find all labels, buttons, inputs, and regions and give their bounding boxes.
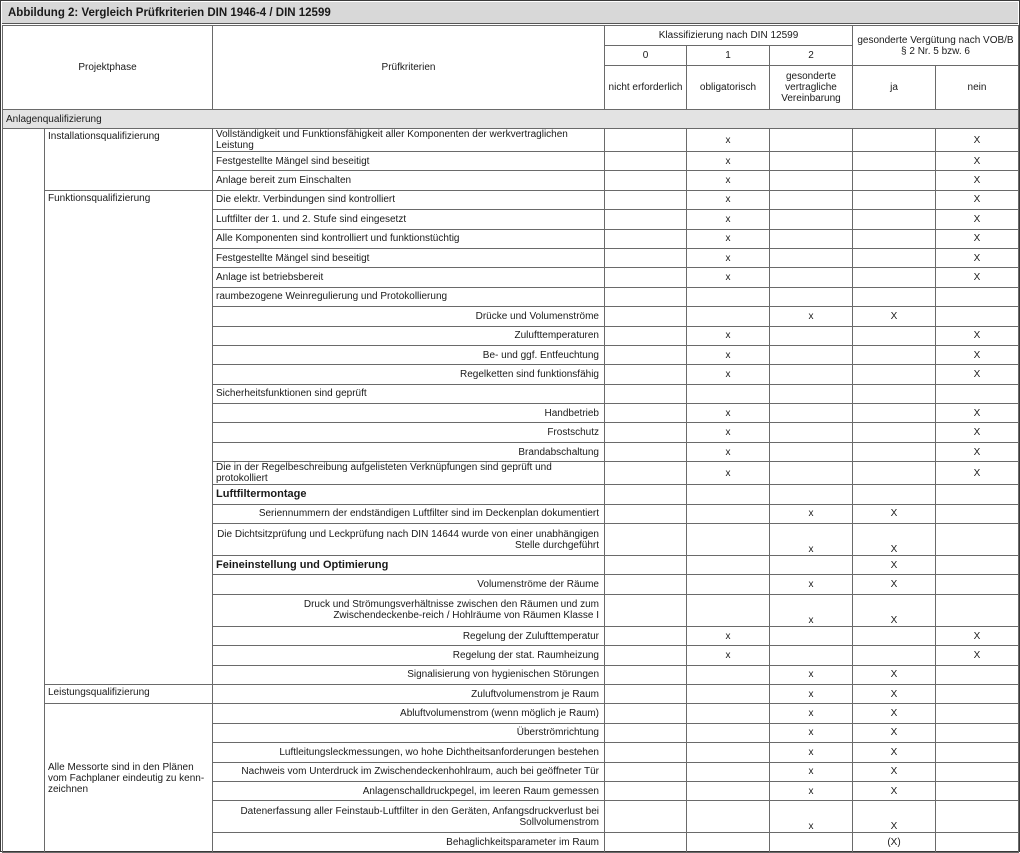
cell-nein (936, 781, 1019, 800)
cell-nein: X (936, 152, 1019, 171)
cell-ja: X (853, 307, 936, 326)
cell-nein: X (936, 404, 1019, 423)
criterion-text: Seriennummern der endständigen Luftfilter sind im Deckenplan dokumentiert (213, 504, 605, 523)
cell-nein: X (936, 442, 1019, 461)
cell-k2: x (770, 704, 853, 723)
cell-k2: x (770, 684, 853, 703)
figure-title: Abbildung 2: Vergleich Prüfkriterien DIN 1946-4 / DIN 12599 (2, 2, 1018, 24)
cell-k0 (605, 684, 687, 703)
cell-ja: X (853, 801, 936, 833)
criterion-text: Luftfiltermontage (213, 485, 605, 504)
cell-k2: x (770, 307, 853, 326)
criterion-text: Die Dichtsitzprüfung und Leckprüfung nach DIN 14644 wurde von einer unabhängigen Stelle durchgeführt (213, 524, 605, 556)
cell-k1: x (687, 210, 770, 229)
cell-ja: X (853, 504, 936, 523)
cell-k2: x (770, 723, 853, 742)
cell-ja (853, 190, 936, 209)
cell-nein: X (936, 268, 1019, 287)
cell-k1 (687, 384, 770, 403)
cell-k1: x (687, 229, 770, 248)
criterion-text: Brandabschaltung (213, 442, 605, 461)
cell-nein: X (936, 423, 1019, 442)
cell-nein (936, 307, 1019, 326)
cell-ja (853, 268, 936, 287)
cell-k2: x (770, 594, 853, 626)
cell-ja (853, 171, 936, 190)
cell-k0 (605, 365, 687, 384)
cell-nein: X (936, 626, 1019, 645)
criterion-text: Frostschutz (213, 423, 605, 442)
cell-k1: x (687, 442, 770, 461)
table-row (3, 704, 1019, 723)
criterion-text: Luftleitungsleckmessungen, wo hohe Dichtheitsanforderungen bestehen (213, 743, 605, 762)
cell-k1 (687, 723, 770, 742)
cell-k1: x (687, 404, 770, 423)
cell-k0 (605, 268, 687, 287)
cell-ja (853, 326, 936, 345)
cell-k1 (687, 524, 770, 556)
criterion-text: Regelketten sind funktionsfähig (213, 365, 605, 384)
cell-ja (853, 229, 936, 248)
cell-ja: X (853, 781, 936, 800)
cell-ja (853, 626, 936, 645)
cell-k1 (687, 684, 770, 703)
cell-ja (853, 462, 936, 485)
cell-k2: x (770, 575, 853, 594)
cell-nein (936, 833, 1019, 852)
criterion-text: Anlagenschalldruckpegel, im leeren Raum gemessen (213, 781, 605, 800)
phase-leistung: Leistungsqualifizierung (45, 684, 213, 703)
criterion-text: Regelung der stat. Raumheizung (213, 646, 605, 665)
cell-nein: X (936, 326, 1019, 345)
cell-k0 (605, 210, 687, 229)
cell-nein: X (936, 129, 1019, 152)
cell-k2 (770, 287, 853, 306)
cell-k2 (770, 345, 853, 364)
cell-ja (853, 345, 936, 364)
header-k0-text: nicht erforderlich (605, 66, 687, 110)
criterion-text: Die in der Regelbeschreibung aufgelisteten Verknüpfungen sind geprüft und protokolliert (213, 462, 605, 485)
cell-nein (936, 575, 1019, 594)
cell-ja: X (853, 684, 936, 703)
indent-cell (3, 129, 45, 853)
cell-k2 (770, 556, 853, 575)
cell-ja (853, 365, 936, 384)
cell-k0 (605, 575, 687, 594)
cell-nein: X (936, 462, 1019, 485)
header-nein: nein (936, 66, 1019, 110)
cell-ja: X (853, 594, 936, 626)
cell-k1 (687, 504, 770, 523)
criterion-text: Handbetrieb (213, 404, 605, 423)
cell-nein: X (936, 190, 1019, 209)
table-row (3, 190, 1019, 209)
cell-k0 (605, 129, 687, 152)
criterion-text: Vollständigkeit und Funktionsfähigkeit aller Komponenten der werkvertraglichen Leistung (213, 129, 605, 152)
criterion-text: Zuluftvolumenstrom je Raum (213, 684, 605, 703)
cell-k2: x (770, 504, 853, 523)
criterion-text: Feineinstellung und Optimierung (213, 556, 605, 575)
cell-nein (936, 287, 1019, 306)
cell-k2 (770, 646, 853, 665)
table-row (3, 129, 1019, 152)
cell-k0 (605, 781, 687, 800)
cell-k0 (605, 556, 687, 575)
cell-nein: X (936, 229, 1019, 248)
cell-ja (853, 152, 936, 171)
criterion-text: Festgestellte Mängel sind beseitigt (213, 152, 605, 171)
cell-k2 (770, 485, 853, 504)
cell-k2: x (770, 781, 853, 800)
cell-k1: x (687, 152, 770, 171)
cell-k0 (605, 287, 687, 306)
phase-funktion: Funktionsqualifizierung (45, 190, 213, 684)
cell-k1: x (687, 423, 770, 442)
cell-ja: (X) (853, 833, 936, 852)
cell-ja: X (853, 556, 936, 575)
cell-k0 (605, 524, 687, 556)
cell-ja (853, 248, 936, 267)
cell-nein (936, 743, 1019, 762)
cell-k2 (770, 384, 853, 403)
cell-nein (936, 684, 1019, 703)
comparison-table (2, 25, 1019, 853)
header-k2-text: gesonderte vertragliche Vereinbarung (770, 66, 853, 110)
cell-k1: x (687, 190, 770, 209)
cell-k2 (770, 404, 853, 423)
cell-k0 (605, 248, 687, 267)
cell-nein (936, 504, 1019, 523)
cell-nein: X (936, 171, 1019, 190)
cell-k1: x (687, 248, 770, 267)
cell-k2: x (770, 801, 853, 833)
criterion-text: Festgestellte Mängel sind beseitigt (213, 248, 605, 267)
cell-ja (853, 210, 936, 229)
criterion-text: Abluftvolumenstrom (wenn möglich je Raum) (213, 704, 605, 723)
cell-nein: X (936, 345, 1019, 364)
cell-k1 (687, 287, 770, 306)
cell-k1 (687, 307, 770, 326)
section-label: Anlagenqualifizierung (3, 110, 1019, 129)
cell-k0 (605, 833, 687, 852)
cell-k2 (770, 171, 853, 190)
cell-ja (853, 129, 936, 152)
criterion-text: Nachweis vom Unterdruck im Zwischendeckenhohlraum, auch bei geöffneter Tür (213, 762, 605, 781)
criterion-text: Druck und Strömungsverhältnisse zwischen den Räumen und zum Zwischendeckenbe-reich / Hohlräume von Räumen Klasse I (213, 594, 605, 626)
criterion-text: Alle Komponenten sind kontrolliert und funktionstüchtig (213, 229, 605, 248)
criterion-text: Überströmrichtung (213, 723, 605, 742)
header-k2: 2 (770, 46, 853, 66)
criterion-text: Regelung der Zulufttemperatur (213, 626, 605, 645)
cell-k0 (605, 743, 687, 762)
table-row (3, 684, 1019, 703)
criterion-text: Be- und ggf. Entfeuchtung (213, 345, 605, 364)
cell-k1: x (687, 646, 770, 665)
cell-k2: x (770, 762, 853, 781)
cell-k0 (605, 152, 687, 171)
cell-ja (853, 287, 936, 306)
header-projektphase: Projektphase (3, 26, 213, 110)
cell-k2 (770, 152, 853, 171)
cell-k1 (687, 781, 770, 800)
header-klassifizierung: Klassifizierung nach DIN 12599 (605, 26, 853, 46)
cell-k2 (770, 442, 853, 461)
cell-k0 (605, 665, 687, 684)
cell-k2 (770, 833, 853, 852)
cell-nein (936, 723, 1019, 742)
cell-nein: X (936, 365, 1019, 384)
cell-k0 (605, 229, 687, 248)
cell-k0 (605, 190, 687, 209)
cell-k2 (770, 248, 853, 267)
cell-ja (853, 442, 936, 461)
cell-k1 (687, 556, 770, 575)
criterion-text: Anlage bereit zum Einschalten (213, 171, 605, 190)
cell-nein (936, 704, 1019, 723)
cell-k1 (687, 575, 770, 594)
cell-k0 (605, 646, 687, 665)
cell-nein: X (936, 248, 1019, 267)
criterion-text: Volumenströme der Räume (213, 575, 605, 594)
cell-ja: X (853, 665, 936, 684)
cell-k2 (770, 462, 853, 485)
cell-ja (853, 646, 936, 665)
cell-k0 (605, 404, 687, 423)
cell-k1 (687, 704, 770, 723)
cell-k0 (605, 723, 687, 742)
cell-k2 (770, 423, 853, 442)
cell-k0 (605, 442, 687, 461)
cell-ja: X (853, 704, 936, 723)
criterion-text: Signalisierung von hygienischen Störungen (213, 665, 605, 684)
criterion-text: Drücke und Volumenströme (213, 307, 605, 326)
criterion-text: Die elektr. Verbindungen sind kontrolliert (213, 190, 605, 209)
cell-k2: x (770, 665, 853, 684)
cell-k2 (770, 190, 853, 209)
header-pruefkriterien: Prüfkriterien (213, 26, 605, 110)
cell-k1: x (687, 171, 770, 190)
cell-k0 (605, 326, 687, 345)
cell-ja (853, 404, 936, 423)
cell-k0 (605, 704, 687, 723)
cell-k1 (687, 833, 770, 852)
cell-k0 (605, 462, 687, 485)
cell-ja (853, 485, 936, 504)
cell-k1 (687, 594, 770, 626)
cell-nein (936, 594, 1019, 626)
cell-k1: x (687, 268, 770, 287)
header-verguetung: gesonderte Vergütung nach VOB/B § 2 Nr. 5 bzw. 6 (853, 26, 1019, 66)
cell-nein (936, 556, 1019, 575)
cell-k1 (687, 665, 770, 684)
cell-k2 (770, 365, 853, 384)
criterion-text: Sicherheitsfunktionen sind geprüft (213, 384, 605, 403)
cell-ja: X (853, 723, 936, 742)
cell-k0 (605, 801, 687, 833)
cell-k0 (605, 485, 687, 504)
criterion-text: Anlage ist betriebsbereit (213, 268, 605, 287)
cell-k0 (605, 626, 687, 645)
cell-k2: x (770, 524, 853, 556)
header-ja: ja (853, 66, 936, 110)
cell-k1: x (687, 365, 770, 384)
header-k1: 1 (687, 46, 770, 66)
cell-ja: X (853, 762, 936, 781)
cell-k1 (687, 743, 770, 762)
cell-k0 (605, 504, 687, 523)
header-k1-text: obligatorisch (687, 66, 770, 110)
cell-nein (936, 524, 1019, 556)
cell-k0 (605, 423, 687, 442)
criterion-text: Datenerfassung aller Feinstaub-Luftfilter in den Geräten, Anfangsdruckverlust bei Sollvolumenstrom (213, 801, 605, 833)
cell-k1: x (687, 626, 770, 645)
cell-nein: X (936, 210, 1019, 229)
cell-nein (936, 485, 1019, 504)
cell-k2 (770, 129, 853, 152)
cell-k2: x (770, 743, 853, 762)
cell-k2 (770, 326, 853, 345)
phase-installation: Installationsqualifizierung (45, 129, 213, 191)
cell-k1 (687, 762, 770, 781)
cell-k2 (770, 210, 853, 229)
cell-k0 (605, 384, 687, 403)
cell-nein (936, 801, 1019, 833)
cell-k2 (770, 626, 853, 645)
cell-nein: X (936, 646, 1019, 665)
criterion-text: raumbezogene Weinregulierung und Protokollierung (213, 287, 605, 306)
criterion-text: Behaglichkeitsparameter im Raum (213, 833, 605, 852)
cell-k1: x (687, 462, 770, 485)
cell-ja (853, 423, 936, 442)
cell-ja (853, 384, 936, 403)
cell-k0 (605, 171, 687, 190)
cell-ja: X (853, 575, 936, 594)
criterion-text: Zulufttemperaturen (213, 326, 605, 345)
criterion-text: Luftfilter der 1. und 2. Stufe sind eingesetzt (213, 210, 605, 229)
cell-k0 (605, 594, 687, 626)
cell-k0 (605, 762, 687, 781)
cell-nein (936, 384, 1019, 403)
cell-k2 (770, 268, 853, 287)
cell-k0 (605, 307, 687, 326)
cell-k1 (687, 801, 770, 833)
cell-k2 (770, 229, 853, 248)
cell-k1 (687, 485, 770, 504)
cell-nein (936, 762, 1019, 781)
cell-nein (936, 665, 1019, 684)
cell-k0 (605, 345, 687, 364)
cell-k1: x (687, 129, 770, 152)
cell-k1: x (687, 345, 770, 364)
phase-messorte: Alle Messorte sind in den Plänen vom Fachplaner eindeutig zu kenn-zeichnen (45, 704, 213, 852)
header-k0: 0 (605, 46, 687, 66)
cell-ja: X (853, 524, 936, 556)
cell-ja: X (853, 743, 936, 762)
cell-k1: x (687, 326, 770, 345)
